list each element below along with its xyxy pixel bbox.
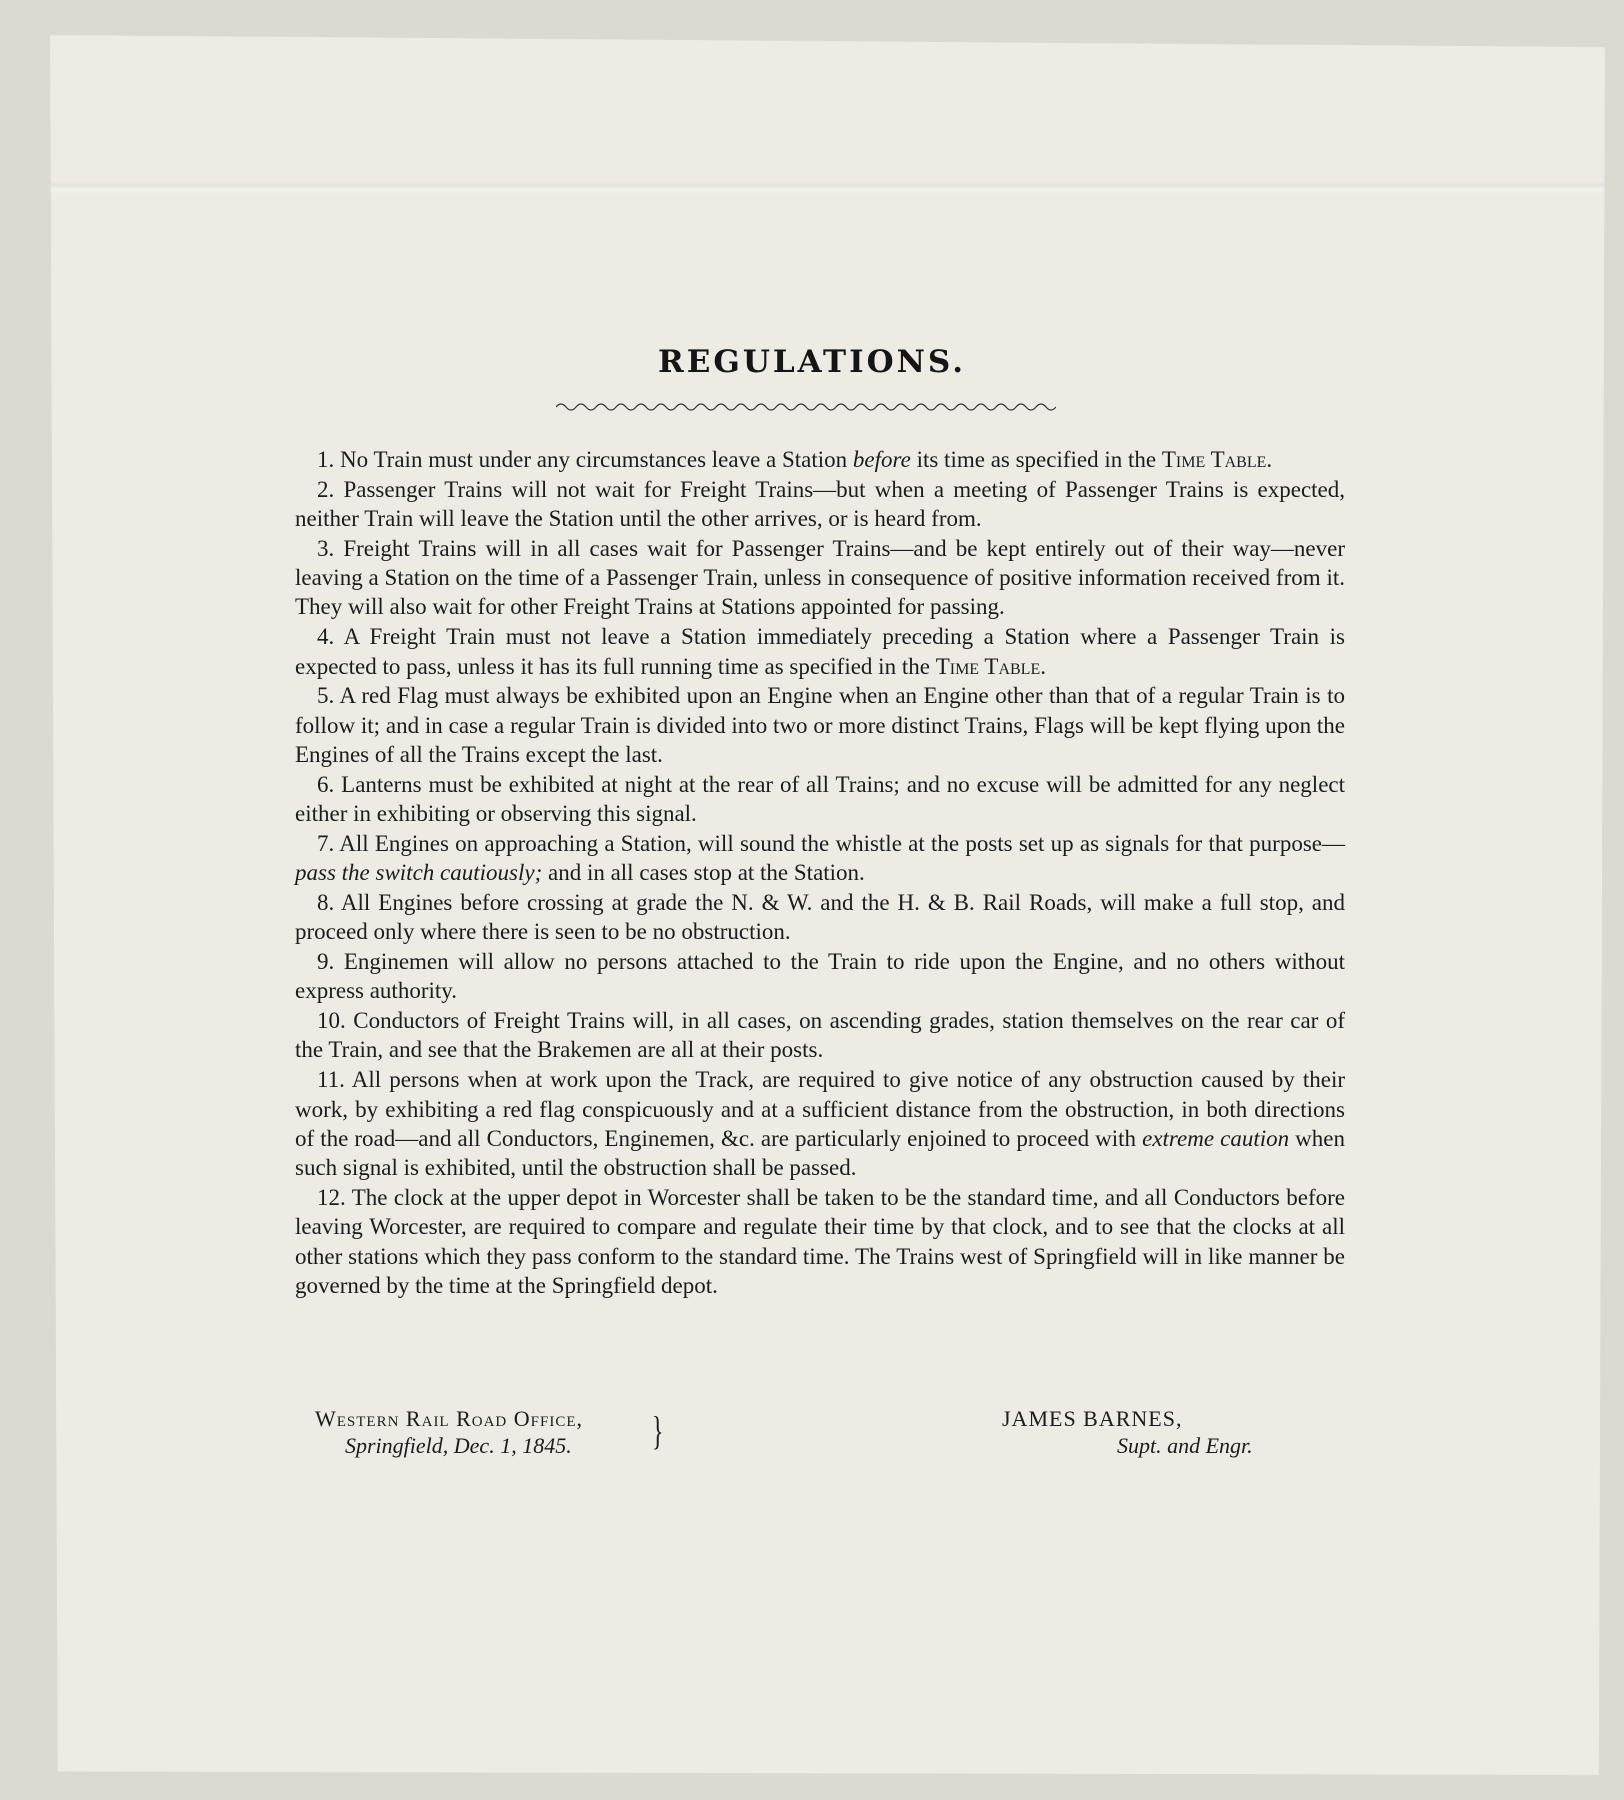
document-title: REGULATIONS. xyxy=(657,344,967,380)
regulation-9: 9. Enginemen will allow no persons attached to the Train to ride upon the Engine, and no others without express authority. xyxy=(295,949,1345,1004)
office-name: Western Rail Road Office, xyxy=(315,1406,584,1431)
regulation-2: 2. Passenger Trains will not wait for Freight Trains—but when a meeting of Passenger Trains is expected, neither Train will leave the Station until the other arrives, or is heard from. xyxy=(295,476,1345,532)
regulation-10: 10. Conductors of Freight Trains will, in all cases, on ascending grades, station themselves on the rear car of the Train, and see that the Brakemen are all at their posts. xyxy=(295,1008,1345,1063)
brace-glyph: } xyxy=(651,1408,664,1453)
official-name: JAMES BARNES, xyxy=(1002,1406,1183,1431)
regulation-6: 6. Lanterns must be exhibited at night at the rear of all Trains; and no excuse will be admitted for any neglect either in exhibiting or observing this signal. xyxy=(295,771,1345,827)
office-signature xyxy=(315,1405,583,1459)
regulation-7: 7. All Engines on approaching a Station, will sound the whistle at the posts set up as signals for that purpose—pass the switch cautiously; and in all cases stop at the Station. xyxy=(295,830,1345,886)
regulation-4: 4. A Freight Train must not leave a Station immediately preceding a Station where a Passenger Train is expected to pass, unless it has its full running time as specified in the Time Table. xyxy=(295,624,1345,679)
wavy-rule-ornament xyxy=(556,400,1056,414)
regulation-8: 8. All Engines before crossing at grade the N. & W. and the H. & B. Rail Roads, will make a full stop, and proceed only where there is seen to be no obstruction. xyxy=(295,889,1345,945)
regulation-3: 3. Freight Trains will in all cases wait for Passenger Trains—and be kept entirely out of their way—never leaving a Station on the time of a Passenger Train, unless in consequence of positive information received from it. They will also wait for other Freight Trains at Stations appointed for passing. xyxy=(295,535,1345,620)
paper-fold xyxy=(50,180,1605,194)
official-role: Supt. and Engr. xyxy=(1117,1433,1253,1458)
regulation-1: 1. No Train must under any circumstances leave a Station before its time as specified in the Time Table. xyxy=(317,447,1273,472)
official-signature xyxy=(1002,1405,1253,1459)
regulations-list xyxy=(295,445,1345,1301)
regulation-12: 12. The clock at the upper depot in Worcester shall be taken to be the standard time, and all Conductors before leaving Worcester, are required to compare and regulate their time by that clock, and to see that the clocks at all other stations which they pass conform to the standard time. The Trains west of Springfield will in like manner be governed by the time at the Springfield depot. xyxy=(295,1184,1345,1298)
regulation-11: 11. All persons when at work upon the Track, are required to give notice of any obstruction caused by their work, by exhibiting a red flag conspicuously and at a sufficient distance from the obstruction, in both directions of the road—and all Conductors, Enginemen, &c. are particularly enjoined to proceed with extreme caution when such signal is exhibited, until the obstruction shall be passed. xyxy=(295,1067,1345,1181)
regulation-5: 5. A red Flag must always be exhibited upon an Engine when an Engine other than that of a regular Train is to follow it; and in case a regular Train is divided into two or more distinct Trains, Flags will be kept flying upon the Engines of all the Trains except the last. xyxy=(295,683,1345,767)
office-place-date: Springfield, Dec. 1, 1845. xyxy=(345,1433,572,1458)
